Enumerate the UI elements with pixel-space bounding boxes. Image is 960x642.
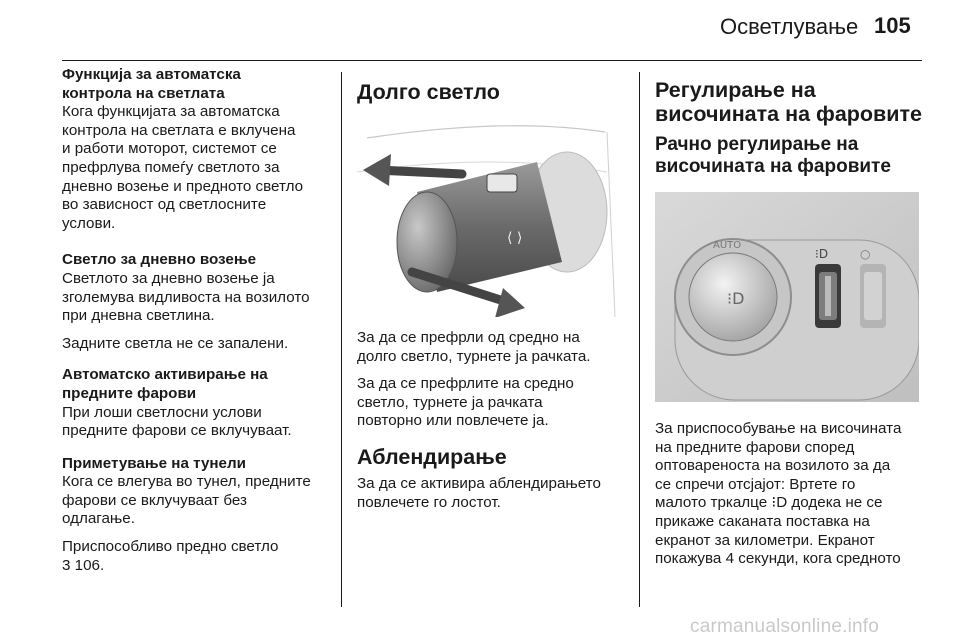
paragraph-rear-lights: Задните светла не се запалени.	[62, 334, 289, 352]
paragraph-high-beam-off: За да се префрлите на средно светло, турнете ја рачката повторно или повлечете ја.	[357, 375, 574, 430]
paragraph-adaptive-light: Приспособливо предно светло 3 106.	[62, 538, 279, 574]
paragraph-daytime-running-light: Светлото за дневно возење ја зголемува видливоста на возилото при дневна светлина.	[62, 269, 310, 325]
column-3	[655, 78, 923, 578]
section-heading-tunnel-detection: Приметување на тунели	[62, 454, 246, 472]
section-heading-high-beam: Долго светло	[357, 80, 500, 104]
section-heading-auto-headlights: Автоматско активирање на предните фарови	[62, 366, 268, 402]
subsection-heading-manual-range: Рачно регулирање на височината на фаровите	[655, 134, 891, 177]
headlight-range-control-figure	[655, 192, 919, 402]
section-heading-daytime-running-light: Светло за дневно возење	[62, 251, 257, 269]
paragraph-headlight-range: За приспособување на височината на предните фарови според оптовареноста на возилото за да се спречи отсјајот: Вртете го малото тркалце ⁝D додека не се прикаже саканата поставка на екранот за километри. Екранот покажува 4 секунди, кога средното	[655, 420, 902, 568]
auto-label: AUTO	[713, 240, 742, 251]
page-header-title: Осветлување	[720, 14, 859, 39]
svg-text:○: ○	[860, 247, 871, 261]
column-divider-2	[639, 72, 640, 607]
section-heading-auto-light-control: Функција за автоматска контрола на светлата	[62, 66, 241, 102]
paragraph-auto-light-control: Кога функцијата за автоматска контрола на светлата е вклучена и работи моторот, системот се префрлува помеѓу светлото за дневно возење и предното светло во зависност од светлосните услови.	[62, 103, 304, 232]
page-number: 105	[874, 13, 911, 38]
paragraph-auto-headlights: При лоши светлосни услови предните фарови се вклучуваат.	[62, 403, 292, 440]
header-rule	[62, 60, 922, 61]
headlight-range-icon: ⁝D	[771, 494, 788, 512]
paragraph-flash: За да се активира аблендирањето повлечете го лостот.	[357, 474, 601, 511]
paragraph-tunnel-detection: Кога се влегува во тунел, предните фарови се вклучуваат без одлагање.	[62, 473, 311, 528]
section-heading-headlight-range: Регулирање на височината на фаровите	[655, 78, 922, 126]
svg-text:⟨ ⟩: ⟨ ⟩	[507, 230, 523, 246]
column-1	[62, 66, 334, 575]
light-switch-lever-figure	[357, 112, 623, 317]
page-reference-link[interactable]: 3 106.	[62, 556, 105, 574]
column-divider-1	[341, 72, 342, 607]
section-heading-flash: Аблендирање	[357, 444, 507, 469]
paragraph-high-beam-on: За да се префрли од средно на долго светло, турнете ја рачката.	[357, 329, 591, 365]
watermark: carmanualsonline.info	[690, 616, 880, 637]
svg-text:⁝D: ⁝D	[815, 247, 829, 261]
column-2	[357, 80, 629, 521]
svg-text:⁝D: ⁝D	[727, 289, 745, 308]
